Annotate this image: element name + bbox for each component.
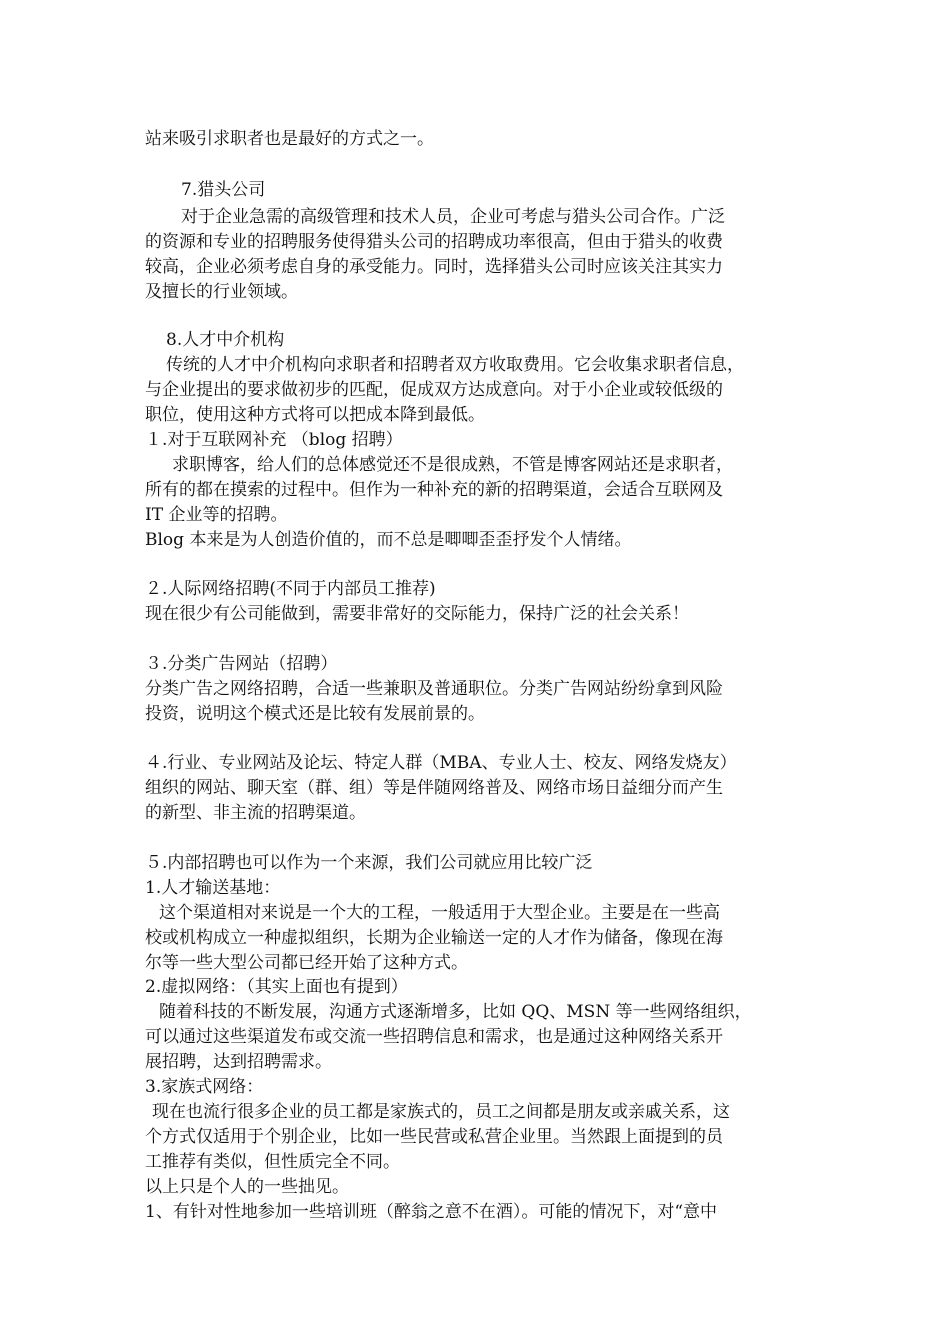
text-line: 职位，使用这种方式将可以把成本降到最低。 xyxy=(145,405,485,425)
subsection-heading: 2.虚拟网络：（其实上面也有提到） xyxy=(145,977,408,997)
text-line: 所有的都在摸索的过程中。但作为一种补充的新的招聘渠道，会适合互联网及 xyxy=(145,480,723,500)
text-line: 分类广告之网络招聘，合适一些兼职及普通职位。分类广告网站纷纷拿到风险 xyxy=(145,679,723,699)
text-line: 的新型、非主流的招聘渠道。 xyxy=(145,803,366,823)
text-line: 较高，企业必须考虑自身的承受能力。同时，选择猎头公司时应该关注其实力 xyxy=(145,257,723,277)
subsection-heading: 1.人才输送基地： xyxy=(145,878,281,898)
text-line: 校或机构成立一种虚拟组织，长期为企业输送一定的人才作为储备，像现在海 xyxy=(145,928,723,948)
text-line: 工推荐有类似，但性质完全不同。 xyxy=(145,1152,400,1172)
text-line: 传统的人才中介机构向求职者和招聘者双方收取费用。它会收集求职者信息， xyxy=(166,355,744,375)
text-line: 组织的网站、聊天室（群、组）等是伴随网络普及、网络市场日益细分而产生 xyxy=(145,778,723,798)
text-line: 展招聘，达到招聘需求。 xyxy=(145,1052,332,1072)
text-line: 可以通过这些渠道发布或交流一些招聘信息和需求，也是通过这种网络关系开 xyxy=(145,1027,723,1047)
text-line: 个方式仅适用于个别企业，比如一些民营或私营企业里。当然跟上面提到的员 xyxy=(145,1127,723,1147)
subsection-heading: 3.家族式网络： xyxy=(145,1077,264,1097)
section-heading: １.对于互联网补充 （blog 招聘） xyxy=(145,430,403,450)
text-line: 投资，说明这个模式还是比较有发展前景的。 xyxy=(145,704,485,724)
text-line: 现在也流行很多企业的员工都是家族式的，员工之间都是朋友或亲戚关系，这 xyxy=(152,1102,730,1122)
section-heading: 8.人才中介机构 xyxy=(166,330,285,350)
text-line: 与企业提出的要求做初步的匹配，促成双方达成意向。对于小企业或较低级的 xyxy=(145,380,723,400)
section-heading: ４.行业、专业网站及论坛、特定人群（MBA、专业人士、校友、网络发烧友） xyxy=(145,753,737,773)
text-line: Blog 本来是为人创造价值的，而不总是唧唧歪歪抒发个人情绪。 xyxy=(145,530,632,550)
text-line: 对于企业急需的高级管理和技术人员，企业可考虑与猎头公司合作。广泛 xyxy=(181,207,725,227)
text-line: 1、有针对性地参加一些培训班（醉翁之意不在酒）。可能的情况下，对“意中 xyxy=(145,1202,718,1222)
text-line: 站来吸引求职者也是最好的方式之一。 xyxy=(145,129,434,149)
section-heading: ５.内部招聘也可以作为一个来源，我们公司就应用比较广泛 xyxy=(145,853,593,873)
text-line: 的资源和专业的招聘服务使得猎头公司的招聘成功率很高，但由于猎头的收费 xyxy=(145,232,723,252)
text-line: 求职博客，给人们的总体感觉还不是很成熟，不管是博客网站还是求职者， xyxy=(172,455,733,475)
text-line: 及擅长的行业领域。 xyxy=(145,282,298,302)
text-line: 这个渠道相对来说是一个大的工程，一般适用于大型企业。主要是在一些高 xyxy=(159,903,720,923)
text-line: 随着科技的不断发展，沟通方式逐渐增多，比如 QQ、MSN 等一些网络组织， xyxy=(159,1002,752,1022)
section-heading: ２.人际网络招聘(不同于内部员工推荐) xyxy=(145,579,436,599)
section-heading: ３.分类广告网站（招聘） xyxy=(145,654,338,674)
text-line: 以上只是个人的一些拙见。 xyxy=(145,1177,349,1197)
section-heading: 7.猎头公司 xyxy=(181,180,266,200)
text-line: IT 企业等的招聘。 xyxy=(145,505,288,525)
text-line: 尔等一些大型公司都已经开始了这种方式。 xyxy=(145,953,468,973)
text-line: 现在很少有公司能做到，需要非常好的交际能力，保持广泛的社会关系！ xyxy=(145,604,689,624)
